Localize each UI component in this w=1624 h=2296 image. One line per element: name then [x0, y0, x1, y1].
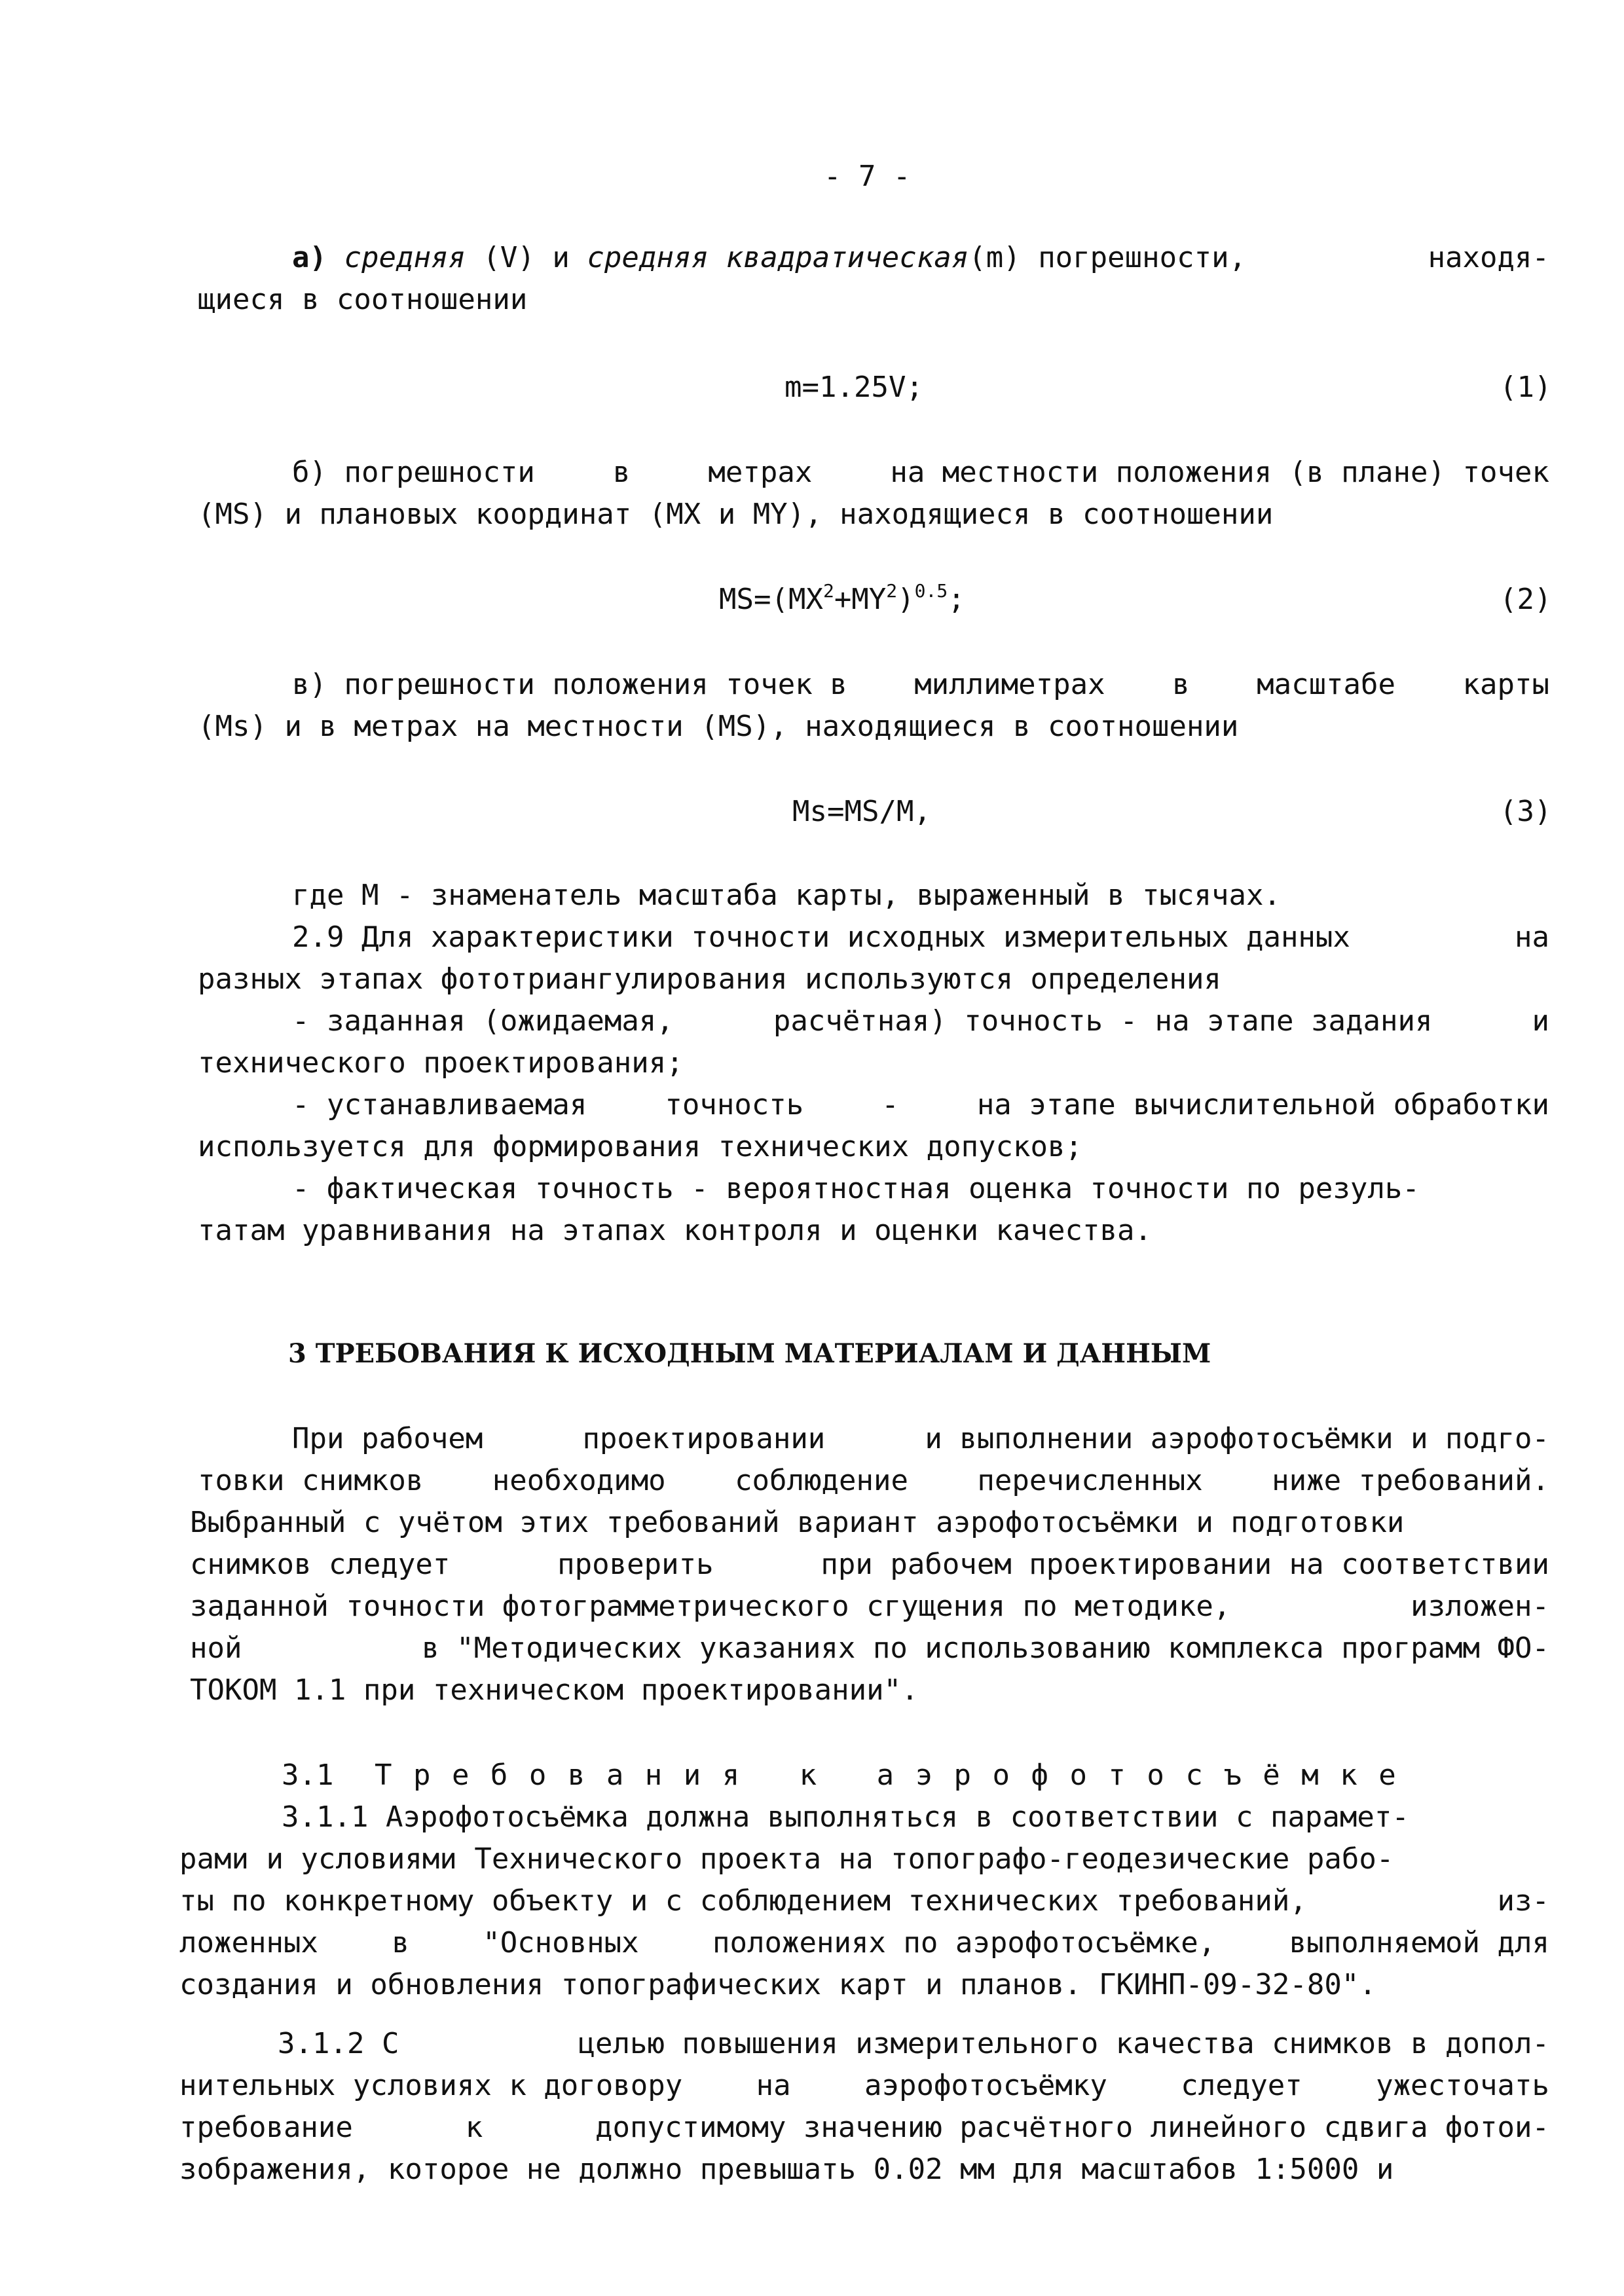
p312-l2-a: нительных условиях к договору	[179, 2069, 683, 2102]
item-b-part-2: в	[612, 456, 631, 489]
item-b-part-4: на местности положения (в плане) точек	[890, 456, 1549, 489]
para-2-9-line-3-b: расчётная) точность - на этапе задания	[773, 1004, 1433, 1038]
where-line: где M - знаменатель масштаба карты, выраженный в тысячах.	[292, 879, 1281, 912]
item-b-line-1	[292, 458, 1549, 487]
s3-l1-a: При рабочем	[292, 1422, 483, 1455]
para-2-9-line-1	[292, 920, 1549, 954]
p312-l2-c: аэрофотосъёмку	[864, 2069, 1107, 2102]
p311-l4-d: положениях по аэрофотосъёмке,	[712, 1926, 1216, 1959]
item-a-term-rms: средняя квадратическая	[587, 241, 969, 274]
para-2-9-line-1-b: на	[1515, 920, 1549, 954]
title-letter: с	[1185, 1758, 1203, 1792]
item-v-part-1: в) погрешности положения точек в	[292, 668, 847, 701]
p311-l3-a: ты по конкретному объекту и с соблюдением технических требований,	[179, 1884, 1307, 1918]
item-v-part-3: в	[1172, 668, 1190, 701]
p312-l3-a: требование	[179, 2111, 353, 2144]
title-letter: ё	[1263, 1758, 1280, 1792]
para-2-9-line-5	[292, 1088, 1549, 1121]
title-letter: т	[1108, 1758, 1126, 1792]
title-letter: о	[1147, 1758, 1164, 1792]
para-2-9-line-7: - фактическая точность - вероятностная оценка точности по резуль-	[292, 1172, 1420, 1205]
section-3-p-line-7: ТОКОМ 1.1 при техническом проектировании".	[190, 1673, 919, 1707]
item-a-line-2: щиеся в соотношении	[198, 283, 528, 316]
formula-1-number: (1)	[1500, 371, 1552, 404]
title-letter: е	[1378, 1758, 1396, 1792]
title-letter: о	[992, 1758, 1010, 1792]
formula-3-number: (3)	[1500, 795, 1552, 828]
para-3-1-2-line-1	[278, 2027, 1549, 2060]
item-a-hyphenated: находя-	[1428, 241, 1549, 274]
item-b-part-3: метрах	[708, 456, 813, 489]
s3-l2-c: соблюдение	[735, 1464, 908, 1497]
p312-l1-b: целью повышения измерительного качества снимков в допол-	[578, 2027, 1549, 2060]
p311-l4-a: ложенных	[179, 1926, 318, 1959]
p312-l2-e: ужесточать	[1376, 2069, 1549, 2102]
item-v-part-4: масштабе	[1257, 668, 1396, 701]
para-2-9-line-5-d: на этапе вычислительной обработки	[976, 1088, 1549, 1121]
para-2-9-line-6: используется для формирования технических допусков;	[198, 1130, 1083, 1163]
s3-l6-a: ной	[190, 1631, 242, 1665]
s3-l4-b: проверить	[557, 1548, 714, 1581]
item-v-line-2: (Ms) и в метрах на местности (MS), находящиеся в соотношении	[198, 710, 1239, 743]
para-3-1-1-line-2: рами и условиями Технического проекта на топографо-геодезические рабо-	[179, 1842, 1394, 1876]
title-letter: а	[876, 1758, 895, 1792]
formula-1: m=1.25V;	[784, 371, 923, 404]
s3-l2-e: ниже требований.	[1272, 1464, 1549, 1497]
para-3-1-2-line-4: зображения, которое не должно превышать 0.02 мм для масштабов 1:5000 и	[179, 2153, 1394, 2186]
para-2-9-line-2: разных этапах фототриангулирования используются определения	[198, 962, 1221, 996]
section-3-heading: 3 ТРЕБОВАНИЯ К ИСХОДНЫМ МАТЕРИАЛАМ И ДАННЫМ	[288, 1338, 1211, 1369]
formula-2-number: (2)	[1500, 583, 1552, 616]
item-a-marker: а)	[292, 241, 327, 274]
item-v-part-5: карты	[1462, 668, 1549, 701]
item-a-and: и	[552, 241, 570, 274]
p312-l3-b: к	[465, 2111, 483, 2144]
para-3-1-1-line-5: создания и обновления топографических карт и планов. ГКИНП-09-32-80".	[179, 1968, 1376, 2001]
para-2-9-line-4: технического проектирования;	[198, 1046, 684, 1080]
title-letter	[838, 1761, 856, 1790]
s3-l4-a: снимков следует	[190, 1548, 451, 1581]
title-letter: к	[1340, 1758, 1357, 1792]
title-letter: е	[451, 1758, 470, 1792]
item-a-errors: погрешности,	[1038, 241, 1247, 274]
title-letter: н	[644, 1758, 663, 1792]
formula-2-exp-2: 2	[886, 580, 898, 602]
page-number: - 7 -	[824, 160, 911, 193]
para-3-1-2-line-3	[179, 2113, 1549, 2142]
para-3-1-1-line-3	[179, 1884, 1549, 1918]
p311-l4-e: выполняемой для	[1289, 1926, 1549, 1959]
item-a-term-mean: средняя	[344, 241, 466, 274]
para-2-9-line-3-a: - заданная (ожидаемая,	[292, 1004, 674, 1038]
s3-l2-b: необходимо	[492, 1464, 666, 1497]
item-a-v: (V)	[483, 241, 535, 274]
p312-l2-b: на	[756, 2069, 791, 2102]
para-2-9-line-5-b: точность	[665, 1088, 804, 1121]
section-3-p-line-1	[292, 1422, 1549, 1455]
title-letter: м	[1301, 1758, 1319, 1792]
title-letter: я	[722, 1758, 740, 1792]
para-2-9-line-3	[292, 1004, 1549, 1038]
title-letter: о	[528, 1758, 547, 1792]
title-letter: а	[606, 1758, 624, 1792]
p312-l3-c: допустимому значению расчётного линейного сдвига фотои-	[595, 2111, 1549, 2144]
subsection-3-1-number: 3.1	[282, 1758, 334, 1792]
para-2-9-line-5-c: -	[881, 1088, 899, 1121]
s3-l5-b: изложен-	[1411, 1590, 1549, 1623]
formula-2-exp-1: 2	[822, 580, 834, 602]
s3-l4-c: при рабочем проектировании на соответствии	[821, 1548, 1549, 1581]
para-3-1-1-line-1: 3.1.1 Аэрофотосъёмка должна выполняться в соответствии с парамет-	[282, 1800, 1409, 1834]
s3-l5-a: заданной точности фотограмметрического сгущения по методике,	[190, 1590, 1231, 1623]
title-letter: и	[683, 1758, 701, 1792]
s3-l2-d: перечисленных	[977, 1464, 1203, 1497]
title-letter: э	[915, 1758, 933, 1792]
para-2-9-line-1-a: 2.9 Для характеристики точности исходных измерительных данных	[292, 920, 1350, 954]
section-3-p-line-6	[190, 1631, 1549, 1665]
para-2-9-line-8: татам уравнивания на этапах контроля и оценки качества.	[198, 1214, 1152, 1247]
item-v-line-1	[292, 670, 1549, 699]
section-3-p-line-5	[190, 1592, 1549, 1621]
section-3-p-line-3: Выбранный с учётом этих требований вариант аэрофотосъёмки и подготовки	[190, 1506, 1405, 1539]
item-b-part-1: б) погрешности	[292, 456, 535, 489]
title-letter: к	[799, 1758, 817, 1792]
item-a-line-1	[292, 241, 1549, 274]
para-3-1-1-line-4	[179, 1926, 1549, 1959]
subsection-3-1-title	[375, 1758, 1396, 1792]
s3-l6-b: в "Методических указаниях по использованию комплекса программ ФО-	[422, 1631, 1549, 1665]
title-letter: Т	[375, 1758, 392, 1792]
formula-2-mid: +MY	[834, 583, 887, 616]
s3-l2-a: товки снимков	[198, 1464, 424, 1497]
formula-2-lead: MS=(MX	[719, 583, 823, 616]
title-letter: в	[567, 1758, 585, 1792]
p311-l4-c: "Основных	[483, 1926, 639, 1959]
formula-2	[719, 580, 965, 616]
formula-2-exp-3: 0.5	[914, 580, 948, 602]
item-a-m: (m)	[969, 241, 1021, 274]
p312-l1-a: 3.1.2 С	[278, 2027, 399, 2060]
formula-2-close: )	[897, 583, 915, 616]
p312-l2-d: следует	[1181, 2069, 1302, 2102]
section-3-p-line-2	[198, 1464, 1549, 1497]
item-v-part-2: миллиметрах	[914, 668, 1105, 701]
para-2-9-line-3-c: и	[1532, 1004, 1549, 1038]
item-b-line-2: (MS) и плановых координат (MX и MY), находящиеся в соотношении	[198, 498, 1274, 531]
para-2-9-line-5-a: - устанавливаемая	[292, 1088, 587, 1121]
title-letter: ф	[1031, 1758, 1048, 1792]
title-letter: р	[953, 1758, 972, 1792]
s3-l1-c: и выполнении аэрофотосъёмки и подго-	[925, 1422, 1549, 1455]
s3-l1-b: проектировании	[582, 1422, 826, 1455]
section-3-p-line-4	[190, 1550, 1549, 1579]
p311-l4-b: в	[392, 1926, 409, 1959]
p311-l3-b: из-	[1497, 1884, 1549, 1918]
title-letter: ъ	[1224, 1758, 1242, 1792]
title-letter: б	[490, 1758, 508, 1792]
title-letter: р	[413, 1758, 431, 1792]
title-letter: о	[1069, 1758, 1087, 1792]
para-3-1-2-line-2	[179, 2071, 1549, 2100]
formula-2-tail: ;	[948, 583, 965, 616]
title-letter	[761, 1761, 779, 1790]
formula-3: Ms=MS/M,	[792, 795, 931, 828]
